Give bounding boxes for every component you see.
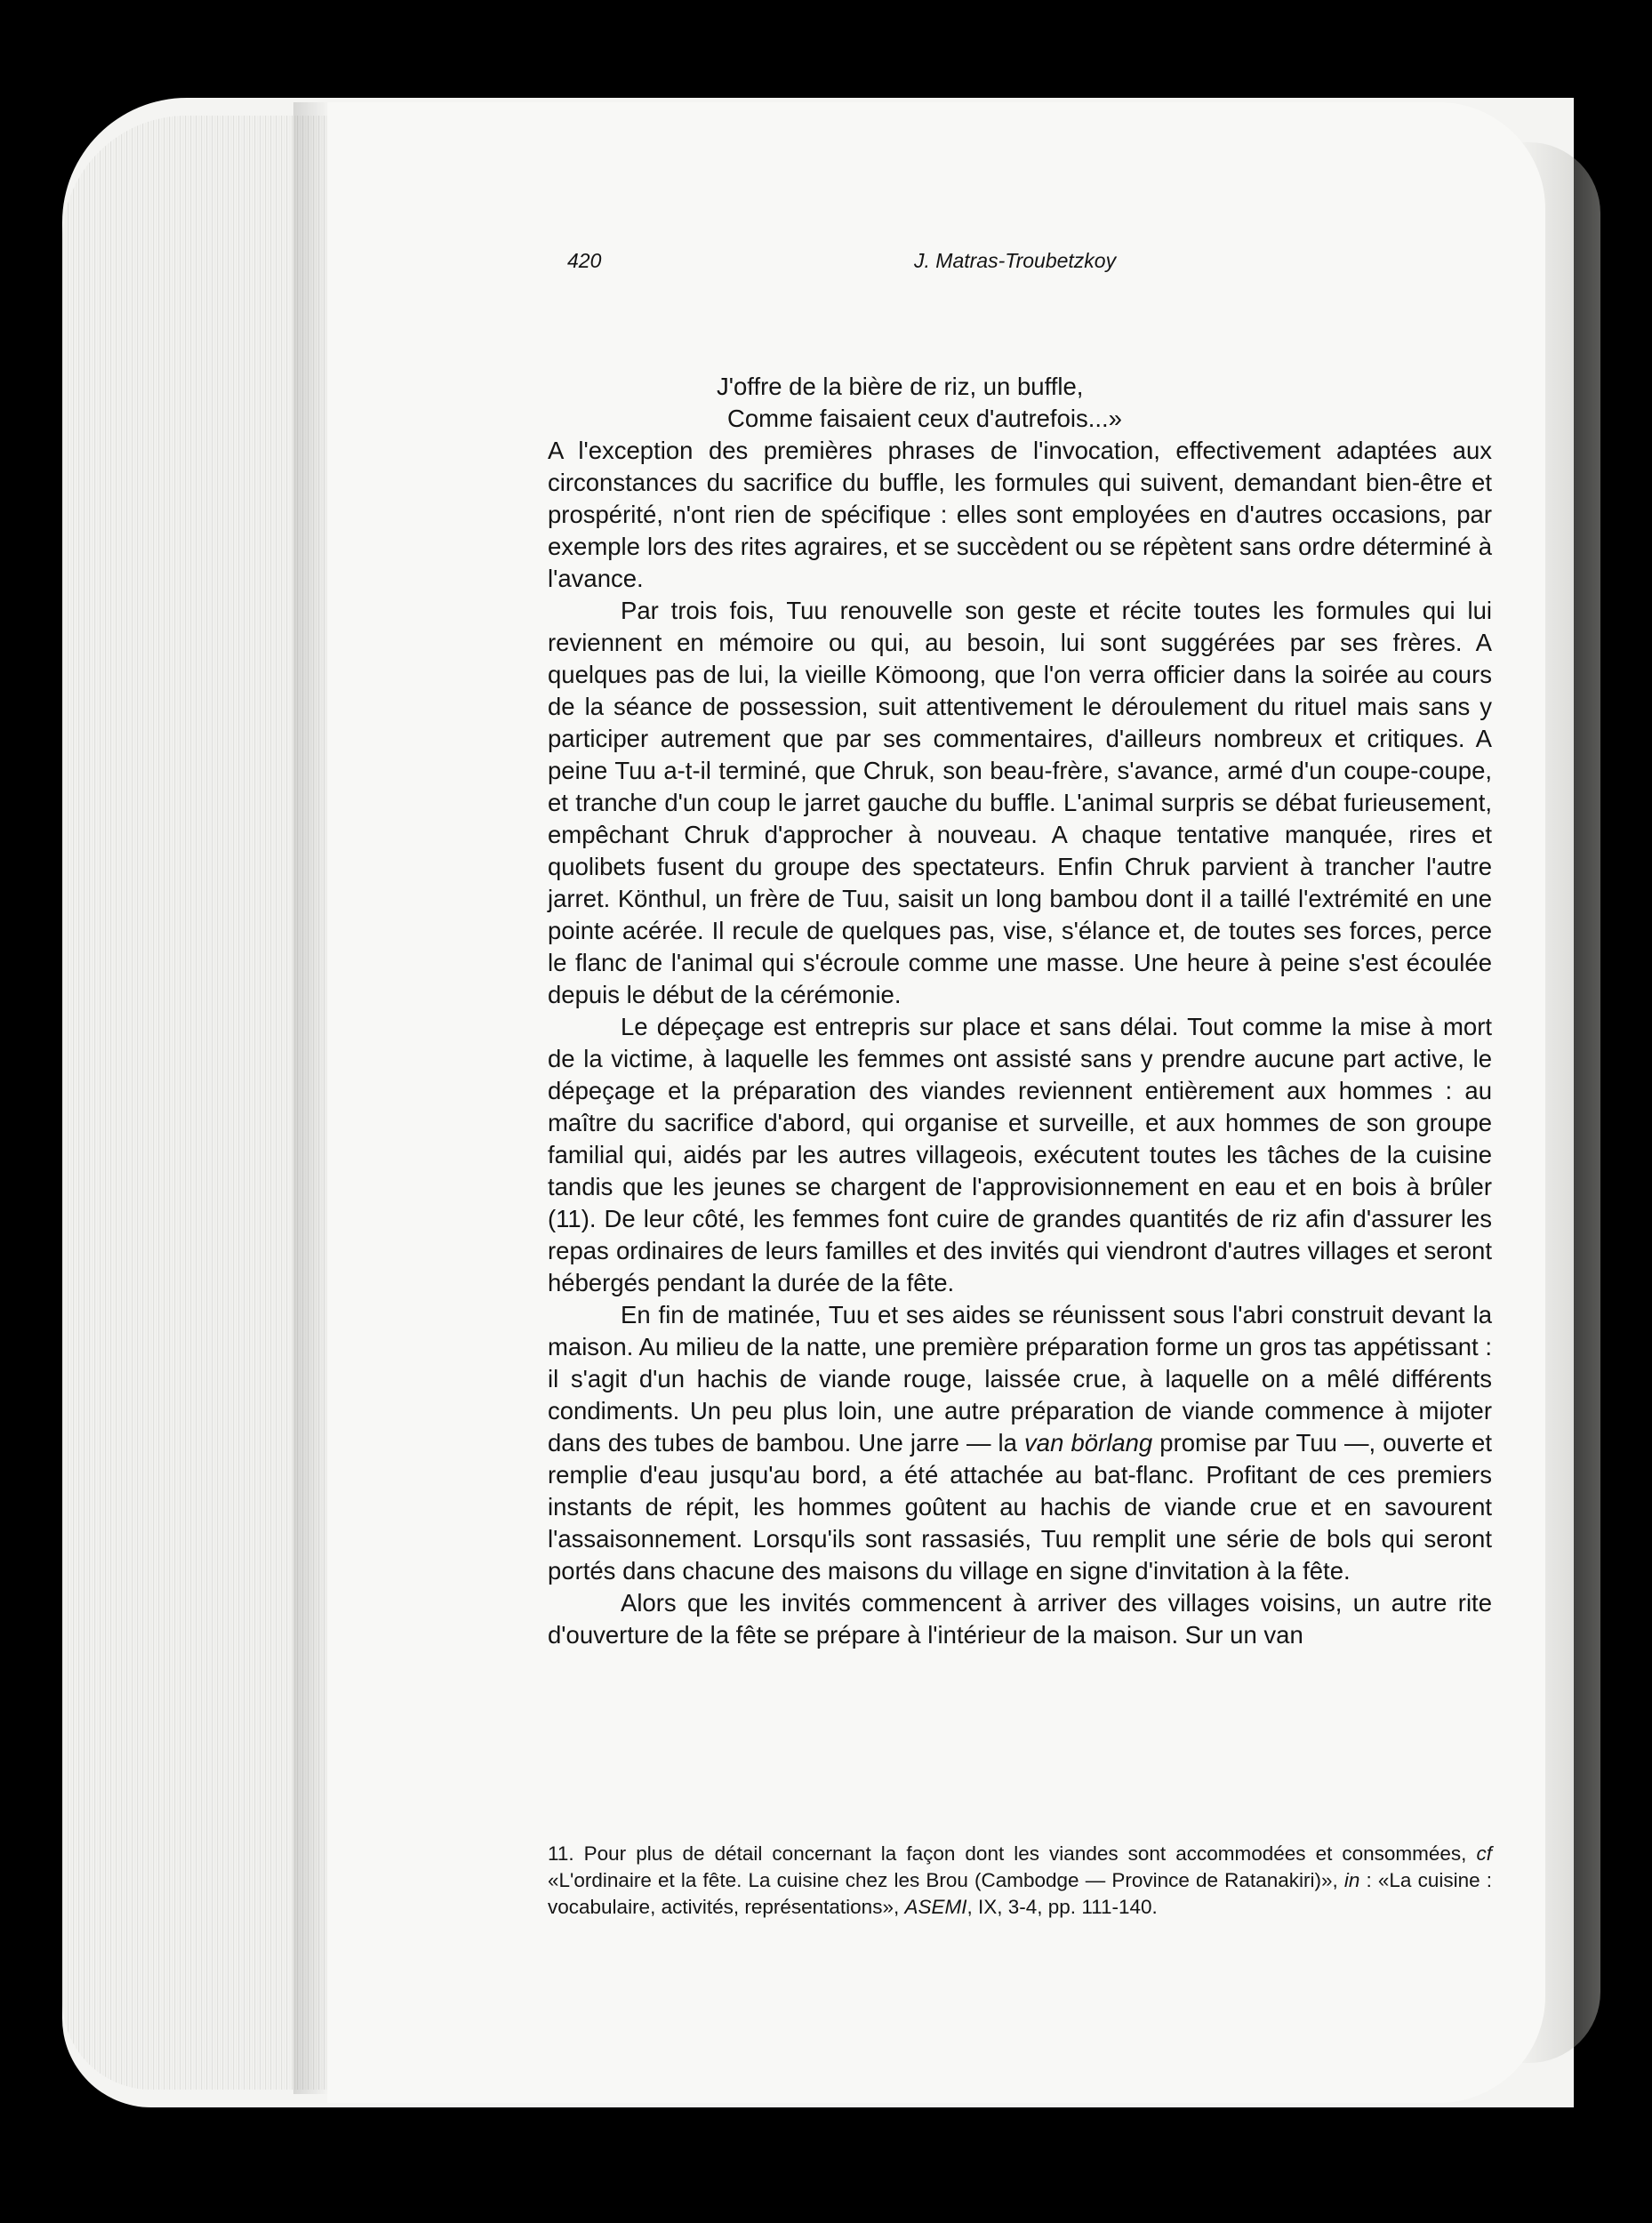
paragraph-text: promise par Tuu —, ouverte et remplie d'eau jusqu'au bord, a été attachée au bat-flanc. Profitant de ces premiers instants de répit, les hommes goûtent au hachis de viande crue et en savourent l'assaisonnement. Lorsqu'ils sont rassasiés, Tuu remplit une série de bols qui seront portés dans chacune des maisons du village en signe d'invitation à la fête. <box>548 1429 1492 1585</box>
running-head <box>567 249 1492 285</box>
footnote-text: : «La cuisine : vocabulaire, activités, représentations», <box>548 1869 1492 1918</box>
footnote <box>548 1841 1492 1921</box>
footnote-italic: cf <box>1476 1842 1492 1865</box>
italic-term: van börlang <box>1024 1429 1153 1457</box>
body-text <box>548 371 1492 1651</box>
running-head-author: J. Matras-Troubetzkoy <box>914 249 1117 272</box>
footnote-italic: ASEMI <box>904 1896 967 1918</box>
verse-line: J'offre de la bière de riz, un buffle, <box>717 373 1084 400</box>
paragraph <box>548 1299 1492 1587</box>
book-page <box>327 102 1545 2103</box>
page-edges <box>62 116 329 2090</box>
paragraph: Alors que les invités commencent à arriver des villages voisins, un autre rite d'ouverture de la fête se prépare à l'intérieur de la maison. Sur un van <box>548 1589 1492 1649</box>
gutter-shadow <box>293 102 329 2094</box>
paragraph-text: En fin de matinée, Tuu et ses aides se réunissent sous l'abri construit devant la maison. Au milieu de la natte, une première préparation forme un gros tas appétissant : il s'agit d'un hachis de viande rouge, laissée crue, à laquelle on a mêlé différents condiments. Un peu plus loin, une autre préparation de viande commence à mijoter dans des tubes de bambou. Une jarre — la <box>548 1301 1492 1457</box>
page-number: 420 <box>567 249 602 272</box>
footnote-text: «L'ordinaire et la fête. La cuisine chez les Brou (Cambodge — Province de Ratanakiri)», <box>548 1869 1344 1891</box>
footnote-text: 11. Pour plus de détail concernant la façon dont les viandes sont accommodées et consommées, <box>548 1842 1477 1865</box>
paragraph: Par trois fois, Tuu renouvelle son geste et récite toutes les formules qui lui reviennent en mémoire ou qui, au besoin, lui sont suggérées par ses frères. A quelques pas de lui, la vieille Kömoong, que l'on verra officier dans la soirée au cours de la séance de possession, suit attentivement le déroulement du rituel mais sans y participer autrement que par ses commentaires, d'ailleurs nombreux et critiques. A peine Tuu a-t-il terminé, que Chruk, son beau-frère, s'avance, armé d'un coupe-coupe, et tranche d'un coup le jarret gauche du buffle. L'animal surpris se débat furieusement, empêchant Chruk d'approcher à nouveau. A chaque tentative manquée, rires et quolibets fusent du groupe des spectateurs. Enfin Chruk parvient à trancher l'autre jarret. Könthul, un frère de Tuu, saisit un long bambou dont il a taillé l'extrémité en une pointe acérée. Il recule de quelques pas, vise, s'élance et, de toutes ses forces, perce le flanc de l'animal qui s'écroule comme une masse. Une heure à peine s'est écoulée depuis le début de la cérémonie. <box>548 597 1492 1008</box>
verse-line: Comme faisaient ceux d'autrefois...» <box>727 405 1122 432</box>
paragraph: A l'exception des premières phrases de l'invocation, effectivement adaptées aux circonstances du sacrifice du buffle, les formules qui suivent, demandant bien-être et prospérité, n'ont rien de spécifique : elles sont employées en d'autres occasions, par exemple lors des rites agraires, et se succèdent ou se répètent sans ordre déterminé à l'avance. <box>548 437 1492 592</box>
paragraph: Le dépeçage est entrepris sur place et sans délai. Tout comme la mise à mort de la victime, à laquelle les femmes ont assisté sans y prendre aucune part active, le dépeçage et la préparation des viandes reviennent entièrement aux hommes : au maître du sacrifice d'abord, qui organise et surveille, et aux hommes de son groupe familial qui, aidés par les autres villageois, exécutent toutes les tâches de la cuisine tandis que les jeunes se chargent de l'approvisionnement en eau et en bois à brûler (11). De leur côté, les femmes font cuire de grandes quantités de riz afin d'assurer les repas ordinaires de leurs familles et des invités qui viendront d'autres villages et seront hébergés pendant la durée de la fête. <box>548 1013 1492 1296</box>
footnote-italic: in <box>1343 1869 1360 1891</box>
footnote-text: , IX, 3-4, pp. 111-140. <box>966 1896 1158 1918</box>
verse-quote <box>717 371 1492 435</box>
